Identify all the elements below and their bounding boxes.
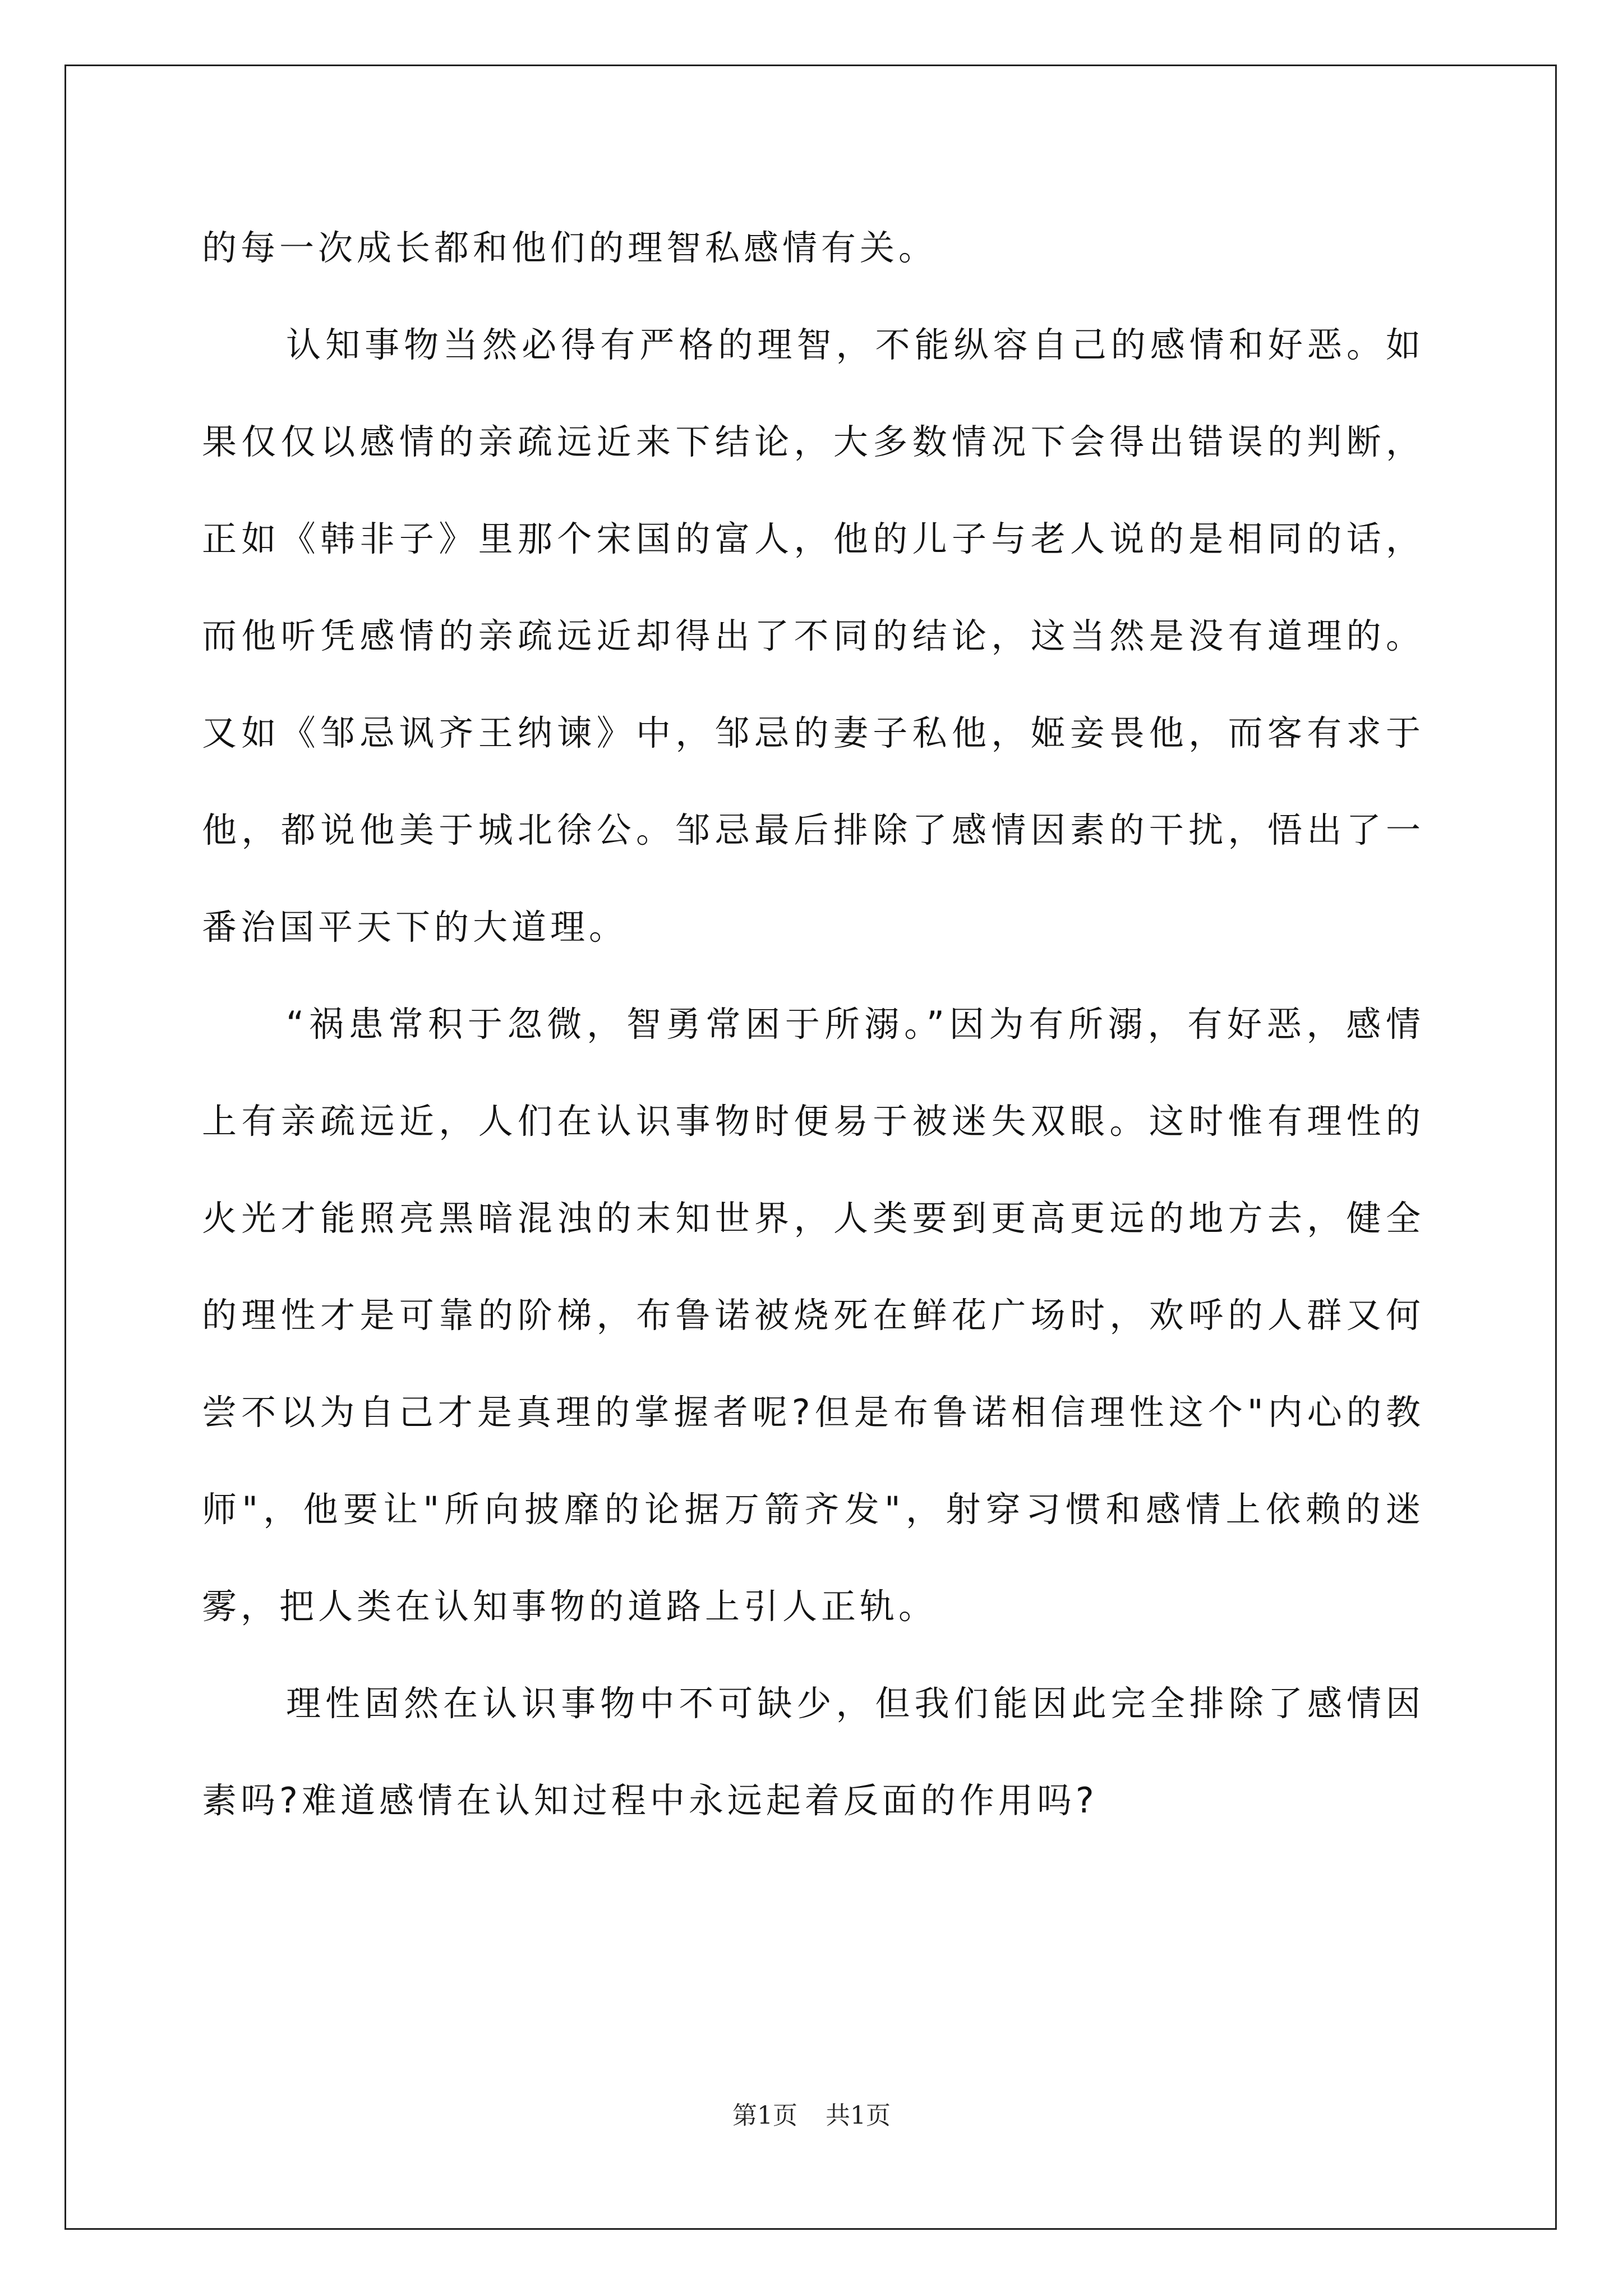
paragraph-rationality-light: “祸患常积于忽微，智勇常困于所溺。”因为有所溺，有好恶，感情上有亲疏远近，人们在认识事物时便易于被迷失双眼。这时惟有理性的火光才能照亮黑暗混浊的末知世界，人类要到更高更远的地方去，健全的理性才是可靠的阶梯，布鲁诺被烧死在鲜花广场时，欢呼的人群又何尝不以为自己才是真理的掌握者呢?但是布鲁诺相信理性这个"内心的教师"，他要让"所向披靡的论据万箭齐发"，射穿习惯和感情上依赖的迷雾，把人类在认知事物的道路上引人正轨。 [202,1004,1424,1627]
paragraph-reason-and-emotion: 认知事物当然必得有严格的理智，不能纵容自己的感情和好恶。如果仅仅以感情的亲疏远近来下结论，大多数情况下会得出错误的判断，正如《韩非子》里那个宋国的富人，他的儿子与老人说的是相同的话，而他听凭感情的亲疏远近却得出了不同的结论，这当然是没有道理的。又如《邹忌讽齐王纳谏》中，邹忌的妻子私他，姬妾畏他，而客有求于他，都说他美于城北徐公。邹忌最后排除了感情因素的干扰，悟出了一番治国平天下的大道理。 [202,324,1424,947]
paragraph-continuation: 的每一次成长都和他们的理智私感情有关。 [202,227,938,268]
paragraph-question: 理性固然在认识事物中不可缺少，但我们能因此完全排除了感情因素吗?难道感情在认知过程中永远起着反面的作用吗? [202,1683,1424,1821]
page-total: 共1页 [826,2101,891,2130]
page-footer [0,2095,1623,2131]
document-body [202,199,1424,1849]
page-number: 第1页 [732,2101,797,2130]
